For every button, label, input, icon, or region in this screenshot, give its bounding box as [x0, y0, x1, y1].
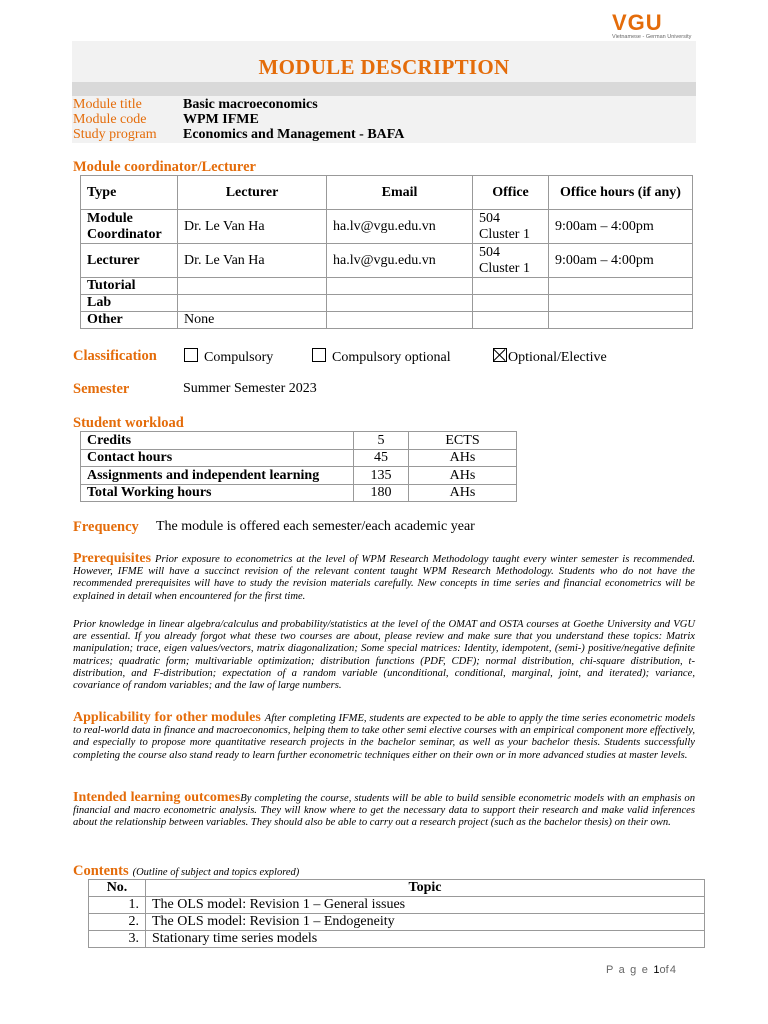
title-band-divider — [72, 82, 696, 96]
cell-type: Lab — [81, 295, 178, 312]
applicability-label: Applicability for other modules — [73, 710, 261, 725]
classification-compulsory[interactable] — [184, 348, 273, 366]
semester-value: Summer Semester 2023 — [183, 381, 317, 396]
logo-mark: VGU — [612, 10, 663, 35]
cell-unit: AHs — [409, 450, 517, 467]
cell-email: ha.lv@vgu.edu.vn — [327, 244, 473, 278]
cell-hours: 9:00am – 4:00pm — [549, 210, 693, 244]
col-office-hours: Office hours (if any) — [549, 176, 693, 210]
cell-lecturer: Dr. Le Van Ha — [178, 244, 327, 278]
contents-note: (Outline of subject and topics explored) — [132, 867, 300, 878]
page-footer — [606, 964, 676, 976]
cell-office — [473, 278, 549, 295]
outcomes-paragraph — [73, 792, 695, 830]
cell-no: 3. — [89, 931, 146, 948]
frequency-value: The module is offered each semester/each academic year — [156, 519, 475, 534]
cell-lecturer: Dr. Le Van Ha — [178, 210, 327, 244]
cell-email — [327, 278, 473, 295]
cell-topic: Stationary time series models — [146, 931, 705, 948]
study-program-value: Economics and Management - BAFA — [183, 127, 405, 142]
page-current: 1 — [653, 964, 660, 976]
coordinator-table — [80, 175, 693, 329]
table-row — [89, 897, 705, 914]
cell-email — [327, 295, 473, 312]
cell-no: 1. — [89, 897, 146, 914]
vgu-logo — [612, 12, 696, 41]
cell-amount: 45 — [354, 450, 409, 467]
table-row — [81, 278, 693, 295]
semester-label: Semester — [73, 381, 130, 397]
applicability-paragraph — [73, 712, 695, 762]
coordinator-heading: Module coordinator/Lecturer — [73, 159, 256, 175]
cell-lecturer — [178, 278, 327, 295]
logo-subtitle: Vietnamese - German University — [612, 34, 692, 40]
cell-hours — [549, 278, 693, 295]
cell-lecturer — [178, 295, 327, 312]
page-total: 4 — [669, 964, 677, 976]
checkbox-icon[interactable] — [312, 348, 326, 362]
cell-hours — [549, 312, 693, 329]
cell-email — [327, 312, 473, 329]
cell-item: Contact hours — [81, 450, 354, 467]
table-row — [81, 312, 693, 329]
module-code-label: Module code — [73, 112, 147, 127]
option-label: Compulsory optional — [332, 350, 451, 365]
table-row — [89, 914, 705, 931]
cell-unit: ECTS — [409, 432, 517, 450]
cell-office — [473, 312, 549, 329]
cell-item: Total Working hours — [81, 485, 354, 502]
prerequisites-text: Prior exposure to econometrics at the level of WPM Research Methodology taught every winter semester is recommended. However, IFME will have a succinct revision of the relevant content taught WPM Research Methodology. Students who do not have the recommended prerequisites will have to study the revision materials carefully. New concepts in time series and financial econometrics will be explained in detail when encountered for the first time. — [73, 554, 695, 602]
contents-label: Contents — [73, 863, 129, 879]
cell-hours: 9:00am – 4:00pm — [549, 244, 693, 278]
page-title: MODULE DESCRIPTION — [258, 55, 510, 79]
cell-amount: 135 — [354, 467, 409, 485]
col-office: Office — [473, 176, 549, 210]
col-no: No. — [89, 880, 146, 897]
cell-topic: The OLS model: Revision 1 – Endogeneity — [146, 914, 705, 931]
classification-compulsory-optional[interactable] — [312, 348, 451, 366]
table-row — [81, 210, 693, 244]
table-row — [81, 244, 693, 278]
cell-lecturer: None — [178, 312, 327, 329]
cell-no: 2. — [89, 914, 146, 931]
prerequisites-label: Prerequisites — [73, 551, 152, 566]
contents-header-row — [89, 880, 705, 897]
module-title-label: Module title — [73, 97, 142, 112]
cell-type: Module Coordinator — [81, 210, 178, 244]
outcomes-label: Intended learning outcomes — [73, 790, 241, 805]
page-of: of — [659, 964, 669, 976]
outcomes-text: By completing the course, students will be able to build sensible econometric models with an emphasis on financial and macro econometric analysis. They will know where to get the necessary data to support their research and make valid inferences about the relationship between variables. They should also be able to carry out a research project (such as the bachelor thesis) on their own. — [73, 793, 696, 829]
workload-table — [80, 431, 517, 502]
cell-office: 504 Cluster 1 — [473, 244, 549, 278]
study-program-label: Study program — [73, 127, 157, 142]
cell-office: 504 Cluster 1 — [473, 210, 549, 244]
table-row — [81, 450, 517, 467]
coordinator-header-row — [81, 176, 693, 210]
checkbox-icon[interactable] — [184, 348, 198, 362]
table-row — [81, 295, 693, 312]
table-row — [89, 931, 705, 948]
col-type: Type — [81, 176, 178, 210]
module-title-value: Basic macroeconomics — [183, 97, 318, 112]
cell-topic: The OLS model: Revision 1 – General issues — [146, 897, 705, 914]
cell-unit: AHs — [409, 485, 517, 502]
table-row — [81, 485, 517, 502]
cell-office — [473, 295, 549, 312]
cell-amount: 180 — [354, 485, 409, 502]
cell-type: Tutorial — [81, 278, 178, 295]
col-topic: Topic — [146, 880, 705, 897]
frequency-label: Frequency — [73, 519, 139, 535]
cell-email: ha.lv@vgu.edu.vn — [327, 210, 473, 244]
cell-amount: 5 — [354, 432, 409, 450]
classification-label: Classification — [73, 348, 157, 364]
cell-hours — [549, 295, 693, 312]
cell-item: Assignments and independent learning — [81, 467, 354, 485]
cell-item: Credits — [81, 432, 354, 450]
option-label: Optional/Elective — [508, 350, 607, 365]
page-label: P a g e — [606, 964, 650, 976]
module-code-value: WPM IFME — [183, 112, 259, 127]
contents-heading — [73, 862, 299, 880]
cell-type: Other — [81, 312, 178, 329]
applicability-text: After completing IFME, students are expected to be able to apply the time series econometric models to real-world data in finance and macroeconomics, helping them to take other semi elective courses with an empirical component more effectively, and especially to propose more quantitative research projects in the bachelor seminar, as well as your bachelor thesis. Students successfully completing the course also stand ready to learn further econometric techniques either on their own or in more advanced studies at master levels. — [73, 713, 695, 761]
col-email: Email — [327, 176, 473, 210]
col-lecturer: Lecturer — [178, 176, 327, 210]
prerequisites-paragraph-2: Prior knowledge in linear algebra/calculus and probability/statistics at the level of the OMAT and OSTA courses at Goethe University and VGU are essential. If you already forgot what these two courses are about, please review and make sure that you understand these topics: Matrix manipulation; trace, eigen values/vectors, matrix diagonalization; Some special matrices: Identity, idempotent, (semi-) positive/negative definite matrices; quadratic form; multivariable optimization; distribution functions (PDF, CDF); normal distribution, chi-square distribution, t-distribution, and F-distribution; expectation of a random variable (unconditional, conditional, marginal, joint, and iterated); variance, covariance of random variables; and the law of large numbers. — [73, 619, 695, 692]
workload-heading: Student workload — [73, 415, 184, 431]
option-label: Compulsory — [204, 350, 274, 365]
cell-type: Lecturer — [81, 244, 178, 278]
checked-checkbox-icon[interactable] — [493, 348, 507, 362]
prerequisites-paragraph — [73, 553, 695, 603]
table-row — [81, 467, 517, 485]
cell-unit: AHs — [409, 467, 517, 485]
classification-optional-elective[interactable] — [493, 348, 607, 366]
table-row — [81, 432, 517, 450]
contents-table — [88, 879, 705, 948]
